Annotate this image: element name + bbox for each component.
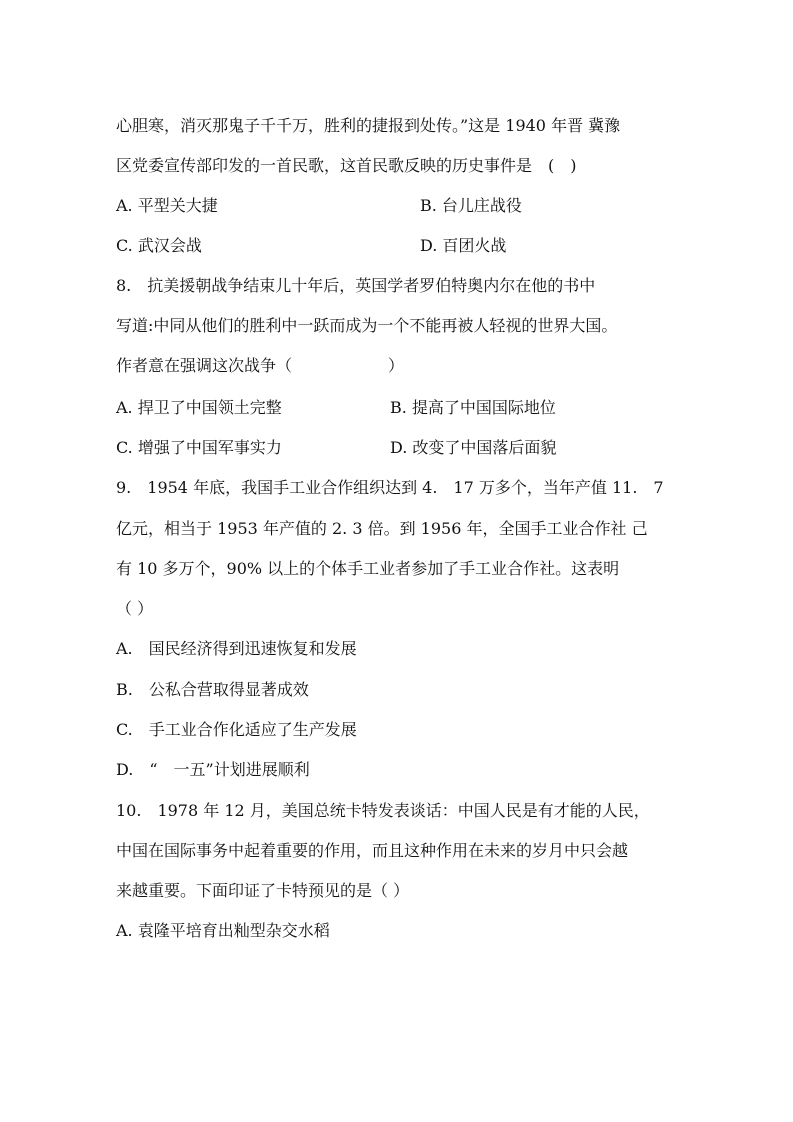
q9-text-line-2: 亿元，相当于 1953 年产值的 2. 3 倍。到 1956 年，全国手工业合作社 己 [116,519,648,538]
q9-option-d: D. “ 一五”计划进展顺利 [116,760,310,779]
q9-text-line-4: （ ） [116,599,154,618]
q10-option-a: A. 袁隆平培育出籼型杂交水稻 [116,921,330,940]
q7-option-c: C. 武汉会战 [116,236,202,255]
q9-text-line-1: 9. 1954 年底，我国手工业合作组织达到 4. 17 万多个，当年产值 11. 7 [116,478,664,497]
q10-text-line-1: 10. 1978 年 12 月，美国总统卡特发表谈话：中国人民是有才能的人民， [116,801,650,820]
q8-text-line-1: 8. 抗美援朝战争结束儿十年后，英国学者罗伯特奥内尔在他的书中 [116,276,596,295]
q10-text-line-3: 来越重要。下面印证了卡特预见的是（ ） [116,881,410,900]
q10-text-line-2: 中国在国际事务中起着重要的作用，而且这种作用在未来的岁月中只会越 [116,841,629,860]
q8-option-b: B. 提高了中国国际地位 [390,398,556,417]
q8-text-line-2: 写道:中同从他们的胜利中一跃而成为一个不能再被人轻视的世界大国。 [116,316,618,335]
q7-text-line-1: 心胆寒，消灭那鬼子千千万，胜利的捷报到处传。”这是 1940 年晋 冀豫 [116,116,621,135]
q8-option-a: A. 捍卫了中国领土完整 [116,398,282,417]
q9-option-a: A. 国民经济得到迅速恢复和发展 [116,639,357,658]
q9-option-c: C. 手工业合作化适应了生产发展 [116,720,357,739]
q8-option-c: C. 增强了中国军事实力 [116,438,282,457]
q9-text-line-3: 有 10 多万个，90% 以上的个体手工业者参加了手工业合作社。这表明 [116,559,620,578]
q8-option-d: D. 改变了中国落后面貌 [390,438,557,457]
q7-option-d: D. 百团火战 [420,236,507,255]
q9-option-b: B. 公私合营取得显著成效 [116,680,309,699]
q7-text-line-2: 区党委宣传部印发的一首民歌，这首民歌反映的历史事件是 ( ) [116,156,577,175]
q7-option-a: A. 平型关大捷 [116,196,218,215]
q8-text-line-3: 作者意在强调这次战争（ ） [116,356,405,375]
q7-option-b: B. 台儿庄战役 [420,196,522,215]
